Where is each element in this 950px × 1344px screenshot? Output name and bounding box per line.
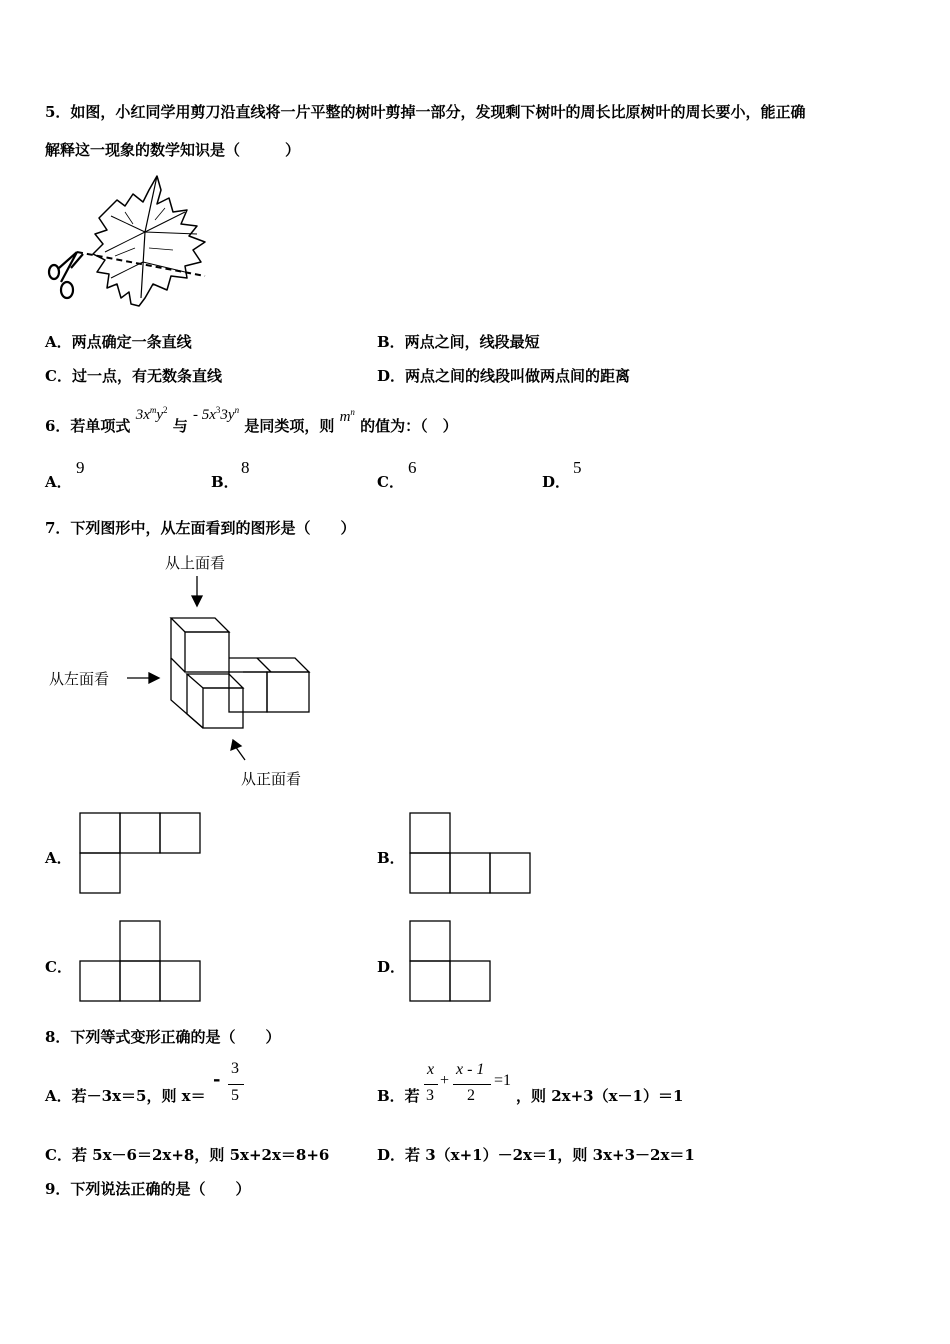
q8-option-d: D．若 3（x+1）－2x＝1，则 3x+3－2x＝1 [377, 1146, 695, 1164]
q7-option-c-figure [79, 920, 203, 1002]
q8-option-b-eq: =1 [494, 1072, 512, 1089]
q8-option-b-tail: ，则 2x+3（x－1）＝1 [516, 1087, 684, 1105]
q5-stem-line2: 解释这一现象的数学知识是（ ） [45, 141, 301, 159]
q6-option-a-value: 9 [76, 458, 85, 477]
q8-option-b-f2-den: 2 [467, 1087, 475, 1104]
q6-yu: 与 [172, 417, 188, 435]
q8-option-b-f2-bar [453, 1084, 491, 1085]
q6-option-b-letter: B． [211, 473, 239, 491]
q7-option-b-figure [409, 812, 533, 894]
q6-option-a-letter: A． [45, 473, 72, 491]
q8-option-b-f1-den: 3 [426, 1087, 434, 1104]
q7-option-d-figure [409, 920, 493, 1002]
q6-mn: $m^n$ [339, 407, 355, 425]
label-view-from-front: 从正面看 [241, 770, 302, 788]
q8-option-a-minus: - [213, 1069, 221, 1090]
q7-option-a-letter: A． [45, 849, 72, 867]
leaf-scissors-figure [45, 172, 215, 312]
q8-stem: 8．下列等式变形正确的是（ ） [45, 1028, 281, 1046]
q7-option-d-letter: D． [377, 958, 406, 976]
q5-option-b: B．两点之间，线段最短 [377, 333, 540, 351]
q8-option-a [45, 1086, 206, 1106]
q6-option-c-letter: C． [377, 473, 404, 491]
q7-option-b-letter: B． [377, 849, 405, 867]
q8-option-a-fraction-bar [228, 1084, 244, 1085]
q6-tail: 的值为：（ ） [360, 417, 458, 435]
q5-stem-line1: 5．如图，小红同学用剪刀沿直线将一片平整的树叶剪掉一部分，发现剩下树叶的周长比原树叶的周长要小，能正确 [45, 103, 806, 121]
q8-option-a-numerator: 3 [231, 1060, 239, 1077]
q6-mid: 是同类项，则 [244, 417, 335, 435]
q6-option-d-value: 5 [573, 458, 582, 477]
q6-term2: - $5x^33y^n$ [193, 405, 240, 423]
q6-term1: $3x^my^2$ [135, 405, 168, 423]
q6-option-d-letter: D． [542, 473, 571, 491]
q8-option-a-denominator: 5 [231, 1087, 239, 1104]
label-view-from-top: 从上面看 [165, 554, 226, 572]
q8-option-b-plus: + [440, 1072, 450, 1089]
q6-option-c-value: 6 [408, 458, 417, 477]
q8-option-c: C．若 5x－6＝2x+8，则 5x+2x＝8+6 [45, 1146, 330, 1164]
q5-option-d: D．两点之间的线段叫做两点间的距离 [377, 367, 631, 385]
q8-option-b-f2-num: x - 1 [456, 1061, 485, 1078]
q8-option-b-lead: B．若 [377, 1087, 420, 1105]
q7-stem: 7．下列图形中，从左面看到的图形是（ ） [45, 519, 356, 537]
cube-stack-figure [45, 550, 345, 790]
q6-lead: 6．若单项式 [45, 417, 131, 435]
q6-option-b-value: 8 [241, 458, 250, 477]
q9-stem: 9．下列说法正确的是（ ） [45, 1180, 251, 1198]
q6-stem [45, 405, 458, 437]
q5-option-a: A．两点确定一条直线 [45, 333, 192, 351]
q7-option-a-figure [79, 812, 203, 894]
q7-option-c-letter: C． [45, 958, 72, 976]
q8-option-b-f1-num: x [427, 1061, 435, 1078]
q8-option-b-f1-bar [424, 1084, 438, 1085]
q8-option-a-text: A．若－3x＝5，则 x＝ [45, 1087, 206, 1105]
label-view-from-left: 从左面看 [49, 670, 110, 688]
q5-option-c: C．过一点，有无数条直线 [45, 367, 222, 385]
